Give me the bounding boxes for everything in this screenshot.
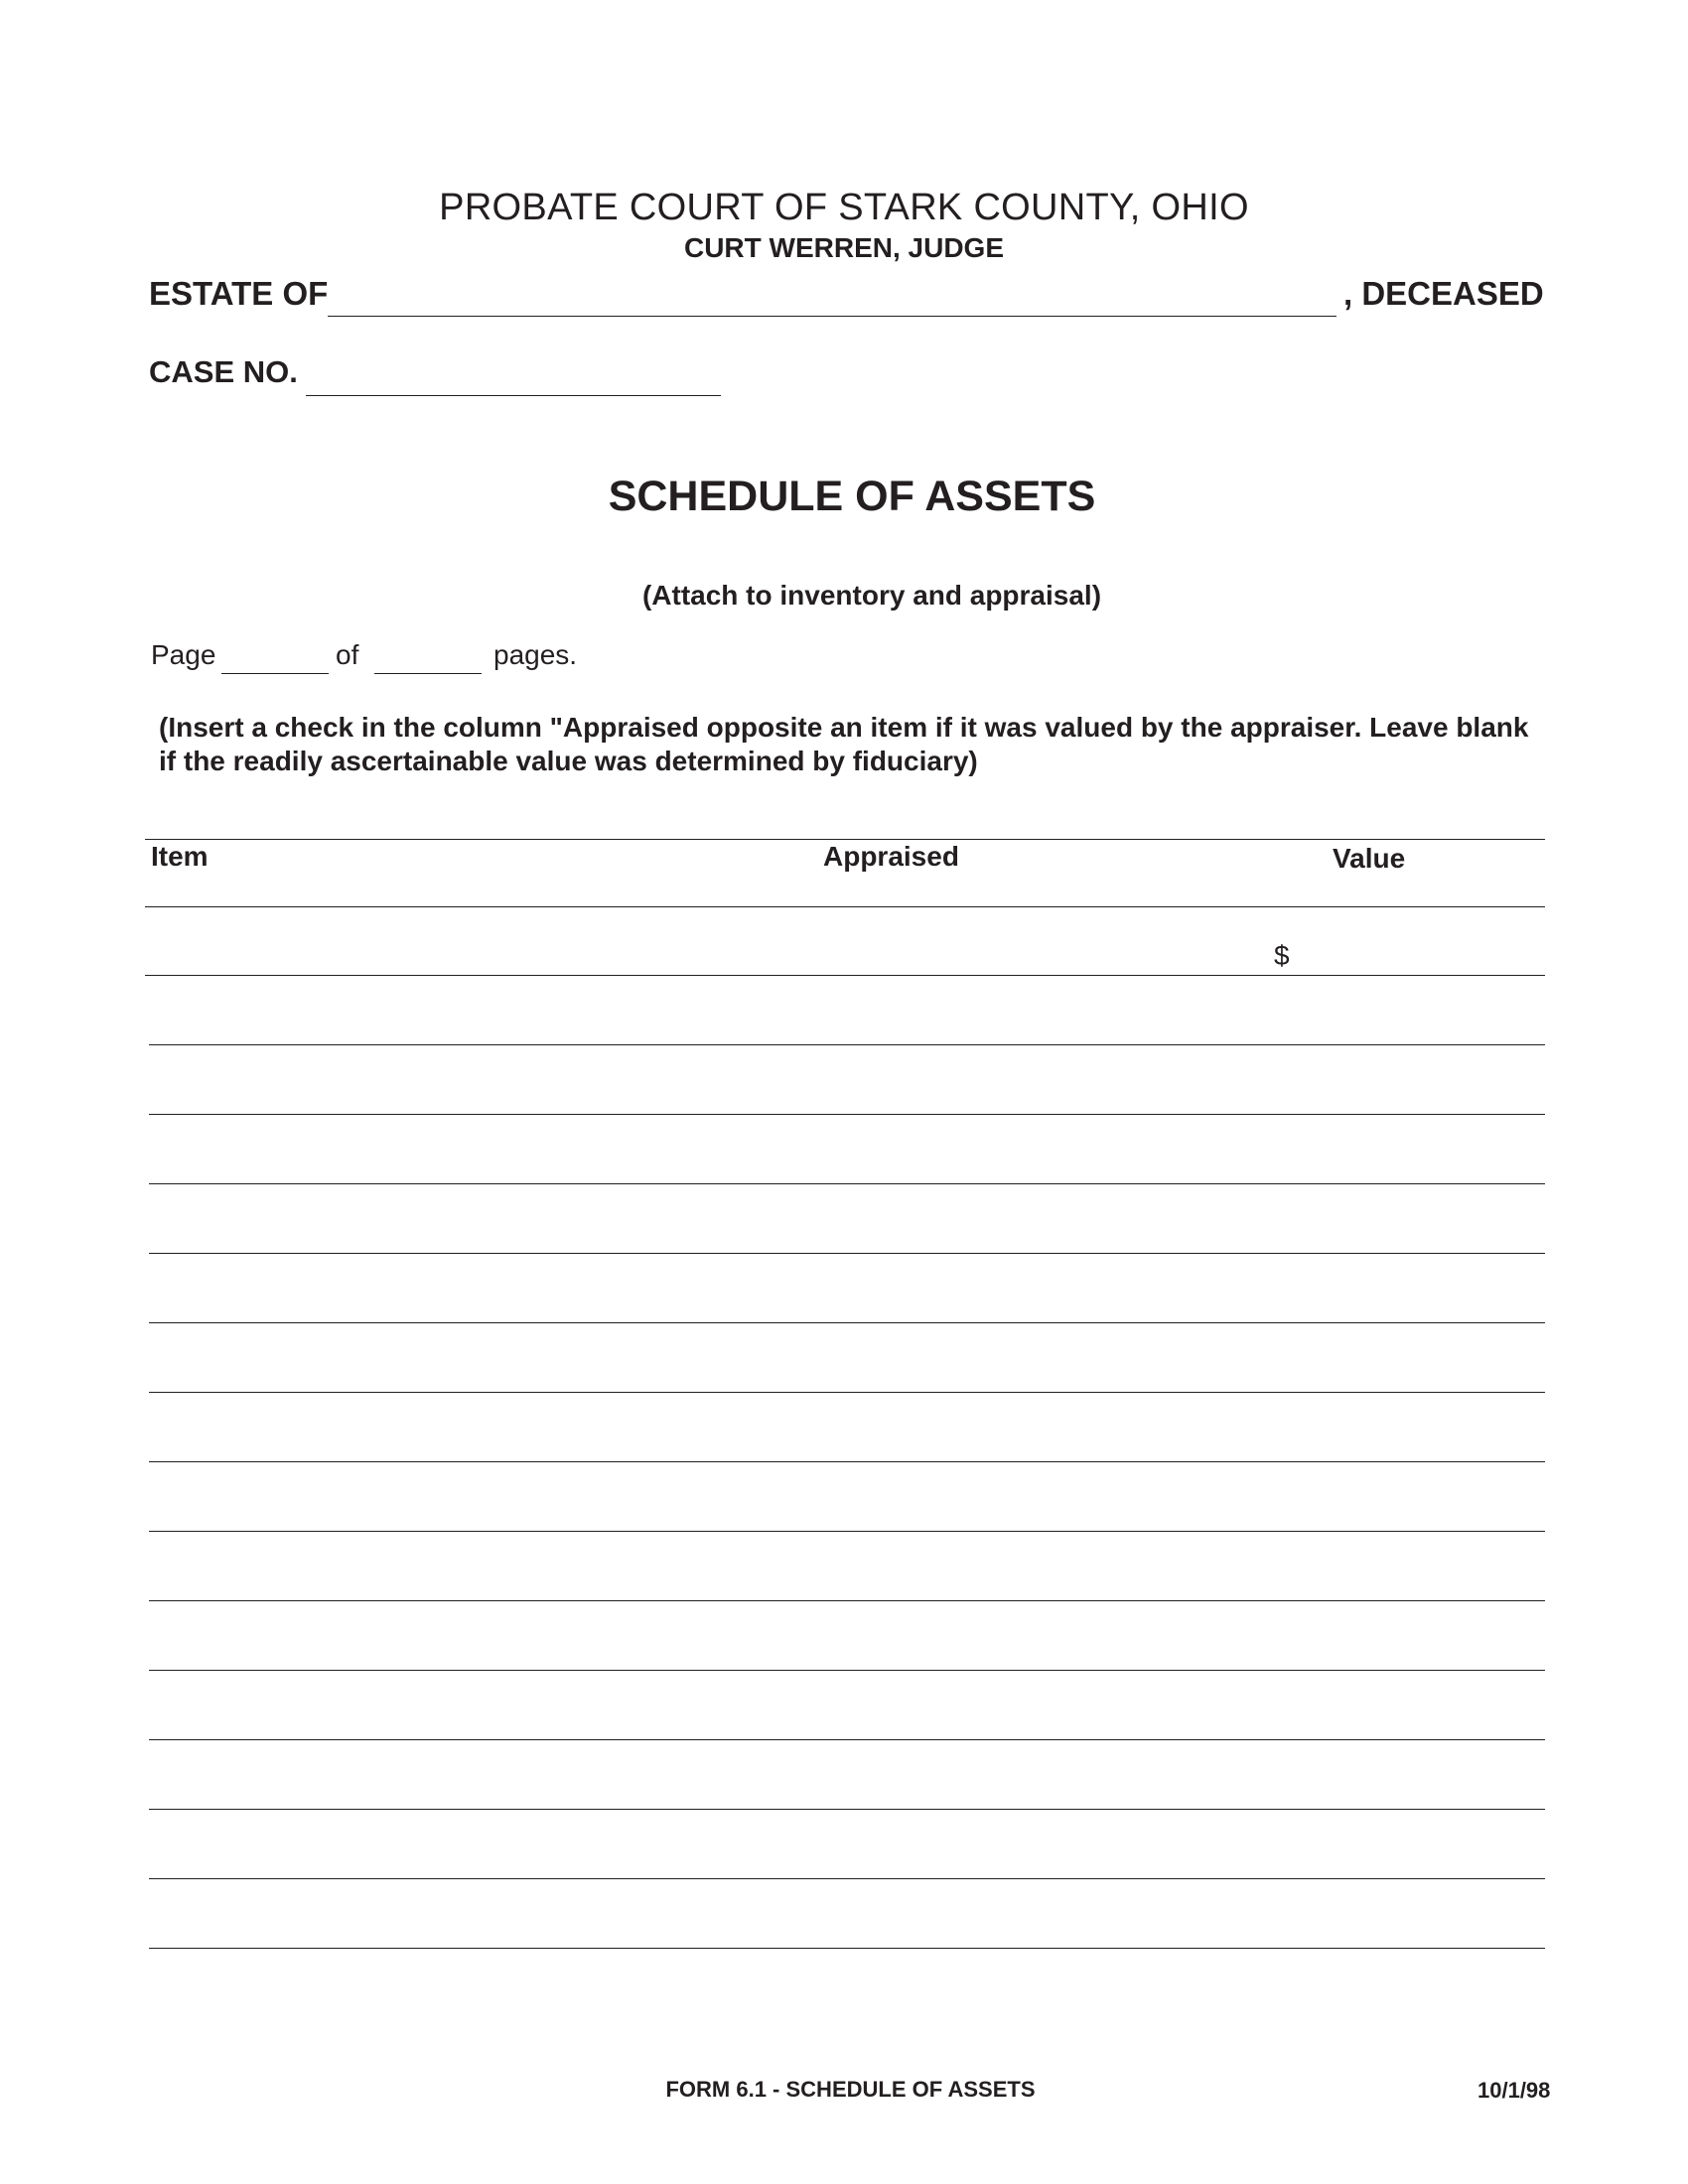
table-row[interactable] (145, 975, 1545, 976)
table-row[interactable] (149, 1322, 1545, 1323)
page-number-field[interactable] (221, 673, 329, 674)
court-title: PROBATE COURT OF STARK COUNTY, OHIO (439, 187, 1249, 228)
table-row[interactable] (149, 1809, 1545, 1810)
column-header-appraised: Appraised (823, 841, 959, 872)
table-row[interactable] (149, 1948, 1545, 1949)
table-row[interactable] (149, 1253, 1545, 1254)
table-row[interactable] (149, 1183, 1545, 1184)
table-row[interactable] (149, 1670, 1545, 1671)
table-row[interactable] (149, 1531, 1545, 1532)
total-pages-field[interactable] (374, 673, 482, 674)
table-top-rule (145, 839, 1545, 840)
table-row[interactable] (149, 1461, 1545, 1462)
of-label: of (336, 639, 359, 670)
case-number-field[interactable] (306, 395, 721, 396)
form-revision-date: 10/1/98 (1477, 2078, 1551, 2103)
attach-note: (Attach to inventory and appraisal) (641, 580, 1102, 611)
table-row[interactable] (149, 1114, 1545, 1115)
table-row[interactable] (149, 1044, 1545, 1045)
pages-label: pages. (493, 639, 578, 670)
judge-name: CURT WERREN, JUDGE (683, 232, 1004, 263)
instruction-line-2: if the readily ascertainable value was determined by fiduciary) (159, 746, 978, 776)
table-row[interactable] (149, 1878, 1545, 1879)
estate-of-label: ESTATE OF (149, 275, 329, 312)
form-title: SCHEDULE OF ASSETS (608, 473, 1096, 520)
page-label: Page (151, 639, 216, 670)
column-header-value: Value (1333, 843, 1406, 874)
instruction-line-1: (Insert a check in the column "Appraised opposite an item if it was valued by the appraiser. Leave blank (159, 712, 1529, 743)
instruction-text (159, 711, 1569, 778)
column-header-item: Item (151, 841, 209, 872)
estate-name-field[interactable] (328, 316, 1336, 317)
deceased-label: , DECEASED (1343, 275, 1544, 312)
table-row[interactable] (149, 1739, 1545, 1740)
form-number: FORM 6.1 - SCHEDULE OF ASSETS (665, 2077, 1036, 2102)
case-no-label: CASE NO. (149, 354, 298, 389)
table-row[interactable] (149, 1392, 1545, 1393)
table-row[interactable] (149, 1600, 1545, 1601)
currency-symbol: $ (1274, 940, 1290, 971)
table-header-rule (145, 906, 1545, 907)
